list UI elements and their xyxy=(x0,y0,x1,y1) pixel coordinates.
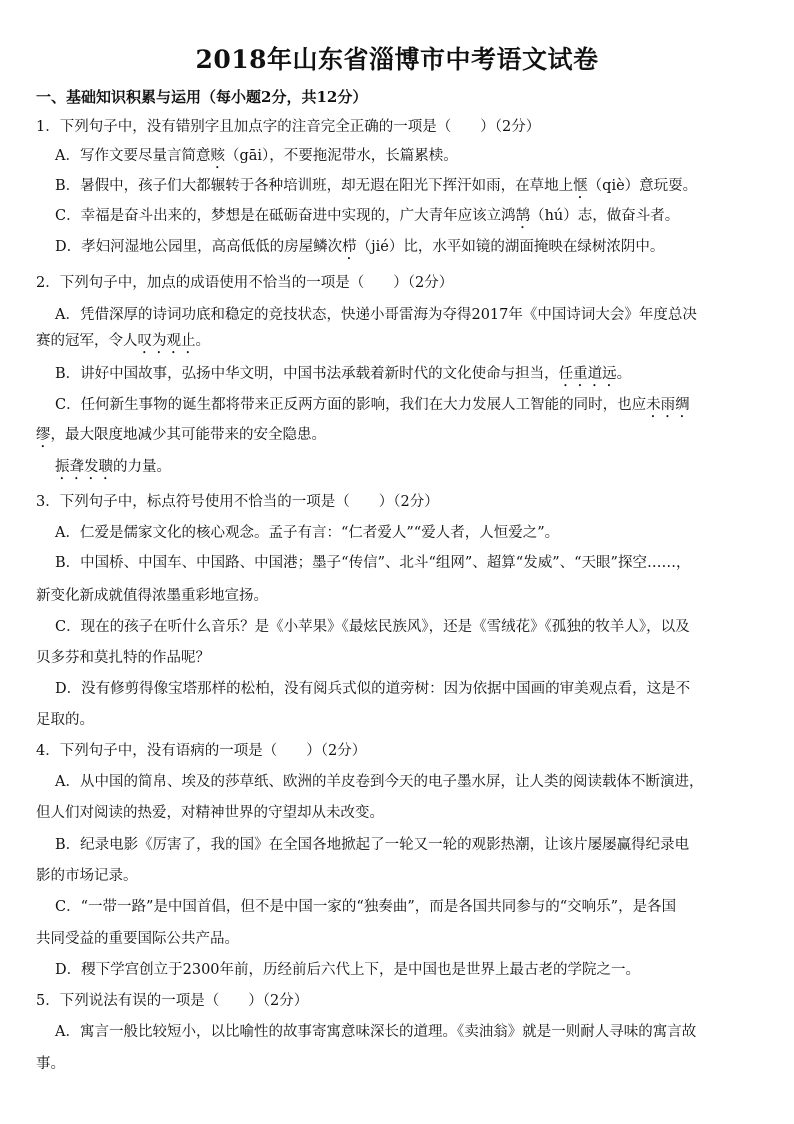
question-3-option-d-line1: D．没有修剪得像宝塔那样的松柏，没有阅兵式似的道旁树：因为依据中国画的审美观点看，这是不 xyxy=(55,681,691,697)
emphasized-char: 鹄 xyxy=(515,208,531,224)
question-1-stem: 1．下列句子中，没有错别字且加点字的注音完全正确的一项是（ ）（2分） xyxy=(36,119,541,135)
question-1-option-c xyxy=(55,206,679,232)
question-4-option-d: D．稷下学宫创立于2300年前，历经前后六代上下，是中国也是世界上最古老的学院之一。 xyxy=(55,962,641,978)
question-1-option-a xyxy=(55,146,458,172)
question-4-option-c-line2: 共同受益的重要国际公共产品。 xyxy=(36,931,239,947)
option-text: 。 xyxy=(195,333,210,349)
question-3-option-c-line1: C．现在的孩子在听什么音乐？是《小苹果》《最炫民族风》，还是《雪绒花》《孤独的牧羊人》，以及 xyxy=(55,619,690,635)
question-2-option-a-line1: A．凭借深厚的诗词功底和稳定的竞技状态，快递小哥雷海为夺得2017年《中国诗词大会》年度总决 xyxy=(55,307,697,323)
question-3-option-b-line2: 新变化新成就值得浓墨重彩地宣扬。 xyxy=(36,588,268,604)
option-text: （jié）比，水平如镜的湖面掩映在绿树浓阴中。 xyxy=(356,239,665,255)
question-2-option-d xyxy=(55,457,171,483)
question-4-option-a-line1: A．从中国的简帛、埃及的莎草纸、欧洲的羊皮卷到今天的电子墨水屏，让人类的阅读载体不断演进， xyxy=(55,774,704,790)
page-title: 2018年山东省淄博市中考语文试卷 xyxy=(195,45,599,74)
emphasized-idiom: 任重道远 xyxy=(558,366,617,382)
question-5-option-a-line2: 事。 xyxy=(36,1056,65,1072)
question-2-option-a-line2 xyxy=(36,331,210,357)
option-text: 。 xyxy=(616,366,632,382)
question-2-option-c-line1 xyxy=(55,395,690,421)
emphasized-char: 栉 xyxy=(342,239,357,255)
option-text: ，最大限度地减少其可能带来的安全隐患。 xyxy=(50,427,326,443)
section-heading: 一、基础知识积累与运用（每小题2分，共12分） xyxy=(36,88,368,106)
question-3-option-c-line2: 贝多芬和莫扎特的作品呢？ xyxy=(36,650,210,666)
emphasized-idiom: 缪 xyxy=(36,427,51,443)
option-text: 的力量。 xyxy=(113,459,171,475)
question-4-option-c-line1: C．“一带一路”是中国首倡，但不是中国一家的“独奏曲”，而是各国共同参与的“交响乐”，是各国 xyxy=(55,899,677,915)
question-4-option-b-line1: B．纪录电影《厉害了，我的国》在全国各地掀起了一轮又一轮的观影热潮，让该片屡屡赢得纪录电 xyxy=(55,837,690,853)
option-text: A．写作文要尽量言简意 xyxy=(55,148,211,164)
question-2-option-b xyxy=(55,364,631,390)
emphasized-idiom: 叹为观止 xyxy=(137,333,196,349)
question-1-option-b xyxy=(55,176,697,202)
question-4-option-a-line2: 但人们对阅读的热爱，对精神世界的守望却从未改变。 xyxy=(36,805,384,821)
question-5-option-a-line1: A．寓言一般比较短小，以比喻性的故事寄寓意味深长的道理。《卖油翁》就是一则耐人寻味的寓言故 xyxy=(55,1024,697,1040)
emphasized-idiom: 振聋发聩 xyxy=(55,459,113,475)
option-text: （qiè）意玩耍。 xyxy=(587,178,698,194)
question-3-option-d-line2: 足取的。 xyxy=(36,712,94,728)
option-text: C．任何新生事物的诞生都将带来正反两方面的影响，我们在大力发展人工智能的同时，也应 xyxy=(55,397,647,413)
emphasized-char: 赅 xyxy=(210,148,225,164)
question-3-option-b-line1: B．中国桥、中国车、中国路、中国港；墨子“传信”、北斗“组网”、超算“发威”、“天眼”探空……， xyxy=(55,555,691,571)
option-text: （gāi），不要拖泥带水，长篇累椟。 xyxy=(224,148,458,164)
question-2-stem: 2．下列句子中，加点的成语使用不恰当的一项是（ ）（2分） xyxy=(36,275,454,291)
option-text: 赛的冠军，令人 xyxy=(36,333,138,349)
question-4-stem: 4．下列句子中，没有语病的一项是（ ）（2分） xyxy=(36,743,367,759)
emphasized-char: 惬 xyxy=(573,178,588,194)
question-3-stem: 3．下列句子中，标点符号使用不恰当的一项是（ ）（2分） xyxy=(36,494,439,510)
option-text: B．讲好中国故事，弘扬中华文明，中国书法承载着新时代的文化使命与担当， xyxy=(55,366,559,382)
option-text: （hú）志，做奋斗者。 xyxy=(530,208,680,224)
question-1-option-d xyxy=(55,237,664,263)
option-text: D．孝妇河湿地公园里，高高低低的房屋鳞次 xyxy=(55,239,343,255)
question-4-option-b-line2: 影的市场记录。 xyxy=(36,868,138,884)
question-5-stem: 5．下列说法有误的一项是（ ）（2分） xyxy=(36,993,309,1009)
question-3-option-a: A．仁爱是儒家文化的核心观念。孟子有言：“仁者爱人”“爱人者，人恒爱之”。 xyxy=(55,525,560,541)
option-text: B．暑假中，孩子们大都辗转于各种培训班，却无遐在阳光下挥汗如雨，在草地上 xyxy=(55,178,574,194)
emphasized-idiom: 未雨绸 xyxy=(646,397,690,413)
option-text: C．幸福是奋斗出来的，梦想是在砥砺奋进中实现的，广大青年应该立鸿 xyxy=(55,208,516,224)
question-2-option-c-line2 xyxy=(36,425,326,451)
